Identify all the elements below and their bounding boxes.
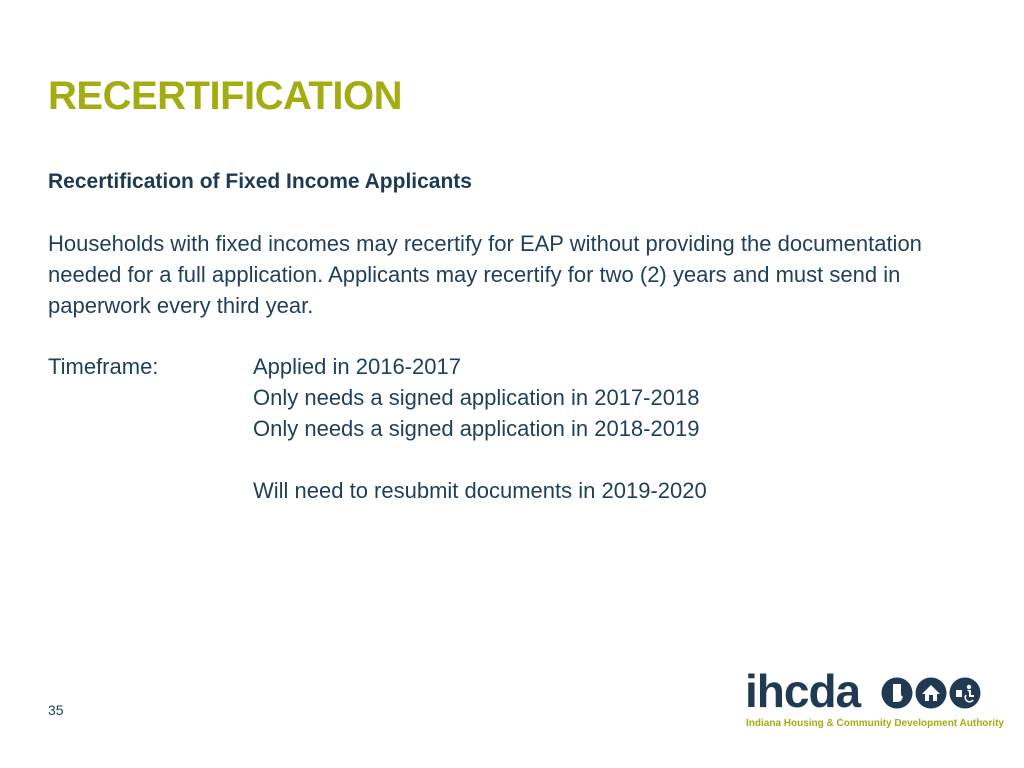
timeframe-line: Only needs a signed application in 2018-2019: [253, 416, 700, 441]
timeframe-line: Only needs a signed application in 2017-2018: [253, 385, 700, 410]
timeframe-list: [253, 351, 699, 444]
slide-title: RECERTIFICATION: [48, 74, 402, 118]
timeframe-label: Timeframe:: [48, 354, 159, 379]
logo-wordmark: ihcda: [745, 665, 861, 717]
ihcda-logo: [745, 665, 1004, 734]
logo-tagline: Indiana Housing & Community Development Authority: [746, 718, 1004, 729]
slide-subtitle: Recertification of Fixed Income Applicants: [48, 170, 472, 193]
indiana-state-icon: [882, 678, 913, 709]
slide-number: 35: [48, 702, 64, 718]
body-paragraph: Households with fixed incomes may recertify for EAP without providing the documentation needed for a full application. Applicants may recertify for two (2) years and must send in paperwork every third year.: [48, 231, 922, 318]
timeframe-line: Applied in 2016-2017: [253, 354, 461, 379]
accessibility-icon: [950, 678, 981, 709]
house-icon: [916, 678, 947, 709]
timeframe-note: Will need to resubmit documents in 2019-2020: [253, 478, 707, 503]
logo-icons: [881, 676, 981, 710]
